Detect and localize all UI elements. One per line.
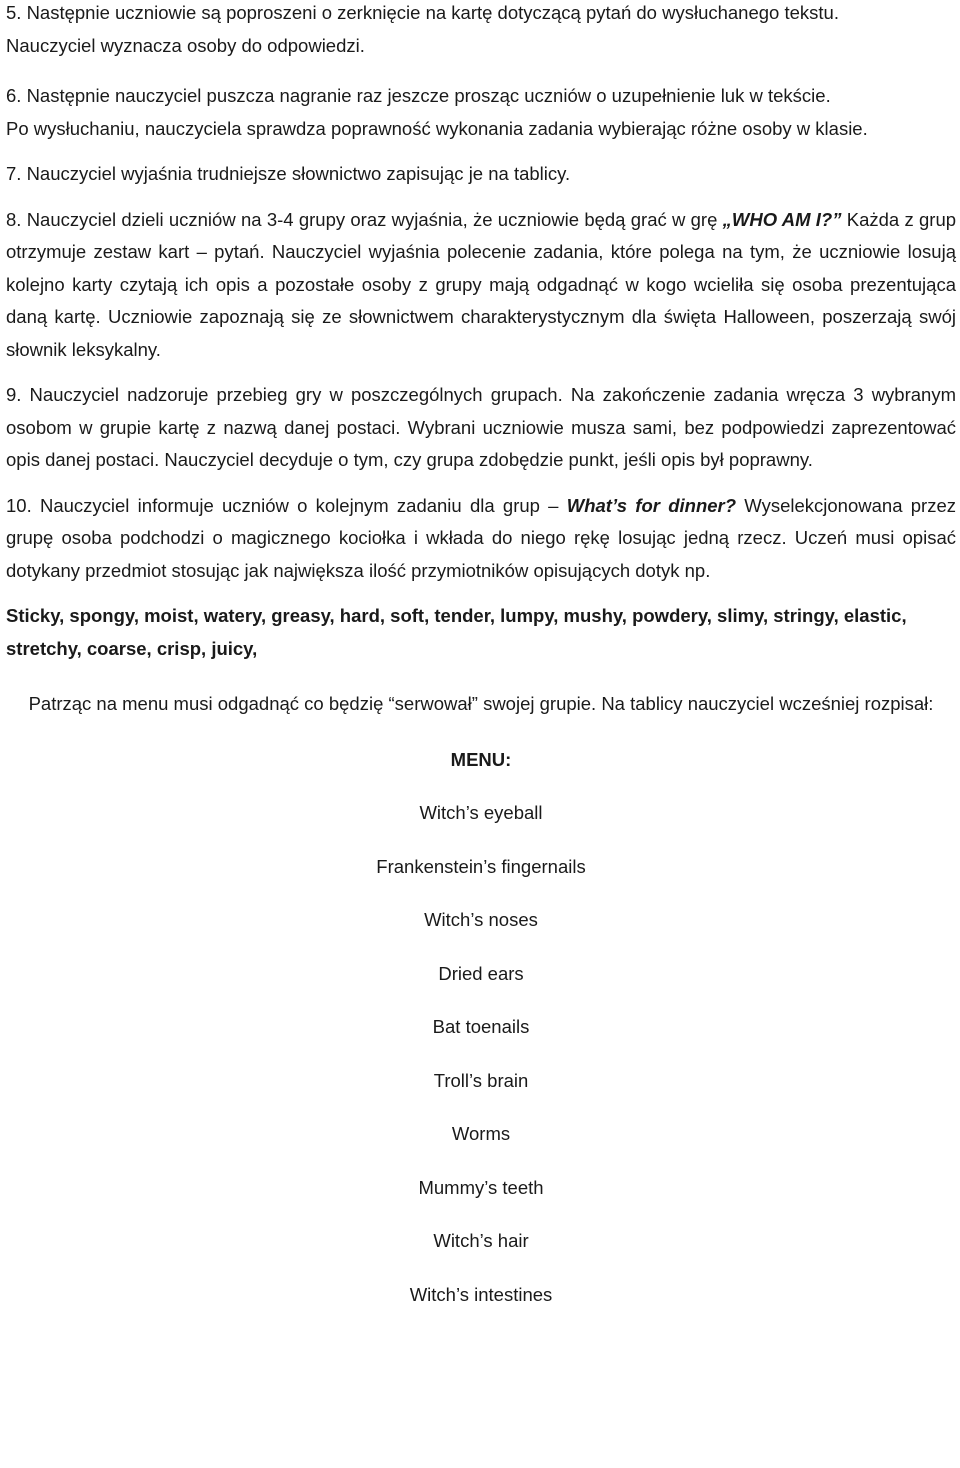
paragraph-8-intro: 8. Nauczyciel dzieli uczniów na 3-4 grupy oraz wyjaśnia, że uczniowie będą grać w grę <box>6 208 723 230</box>
menu-intro: Patrząc na menu musi odgadnąć co będzię “serwował” swojej grupie. Na tablicy nauczyciel wcześniej rozpisał: <box>28 693 934 714</box>
menu-item: Witch’s noses <box>424 909 538 930</box>
paragraph-10 <box>6 490 956 588</box>
paragraph-5-line-2: Nauczyciel wyznacza osoby do odpowiedzi. <box>6 34 365 56</box>
paragraph-10-body: Wyselekcjonowana przez grupę osoba podchodzi o magicznego kociołka i wkłada do niego rękę losując jedną rzecz. Uczeń musi opisać dotykany przedmiot stosując jak największa ilość przymiotników opisujących dotyk np. <box>6 494 956 581</box>
paragraph-8 <box>6 204 956 367</box>
menu-item: Witch’s hair <box>433 1230 529 1251</box>
paragraph-6 <box>6 80 956 145</box>
paragraph-6-line-2: Po wysłuchaniu, nauczyciela sprawdza poprawność wykonania zadania wybierając różne osoby w klasie. <box>6 117 868 139</box>
task-name: What’s for dinner? <box>566 494 737 516</box>
adjectives-list: Sticky, spongy, moist, watery, greasy, hard, soft, tender, lumpy, mushy, powdery, slimy, stringy, elastic, stretchy, coarse, crisp, juicy, <box>6 605 907 659</box>
document-page <box>6 0 956 1321</box>
menu-item: Troll’s brain <box>433 1069 529 1091</box>
menu-item: Mummy’s teeth <box>418 1176 544 1198</box>
menu-list <box>6 786 956 1321</box>
menu-title: MENU: <box>450 748 512 770</box>
paragraph-7: 7. Nauczyciel wyjaśnia trudniejsze słownictwo zapisując je na tablicy. <box>6 163 571 184</box>
menu-item: Dried ears <box>438 962 524 984</box>
menu-item: Bat toenails <box>432 1016 530 1037</box>
paragraph-9: 9. Nauczyciel nadzoruje przebieg gry w poszczególnych grupach. Na zakończenie zadania wręcza 3 wybranym osobom w grupie kartę z nazwą danej postaci. Wybrani uczniowie musza sami, bez podpowiedzi zaprezentować opis danej postaci. Nauczyciel decyduje o tym, czy grupa zdobędzie punkt, jeśli opis był poprawny. <box>6 384 956 470</box>
paragraph-6-line-1: 6. Następnie nauczyciel puszcza nagranie raz jeszcze prosząc uczniów o uzupełnienie luk w tekście. <box>6 85 831 106</box>
paragraph-8-body: Każda z grup otrzymuje zestaw kart – pytań. Nauczyciel wyjaśnia polecenie zadania, które polega na tym, że uczniowie losują kolejno karty czytają ich opis a pozostałe osoby z grupy mają odgadnąć w kogo wcieliła się osoba prezentująca daną kartę. Uczniowie zapoznają się ze słownictwem charakterystycznym dla święta Halloween, poszerzają swój słownik leksykalny. <box>6 208 957 360</box>
menu-item: Witch’s intestines <box>409 1283 553 1305</box>
menu-item: Frankenstein’s fingernails <box>376 855 586 877</box>
game-name: „WHO AM I?” <box>722 208 842 230</box>
paragraph-5 <box>6 0 956 62</box>
menu-item: Worms <box>451 1123 511 1144</box>
paragraph-10-intro: 10. Nauczyciel informuje uczniów o kolejnym zadaniu dla grup – <box>6 494 567 516</box>
paragraph-5-line-1: 5. Następnie uczniowie są poproszeni o zerknięcie na kartę dotyczącą pytań do wysłuchanego tekstu. <box>6 2 839 23</box>
menu-item: Witch’s eyeball <box>419 802 543 823</box>
